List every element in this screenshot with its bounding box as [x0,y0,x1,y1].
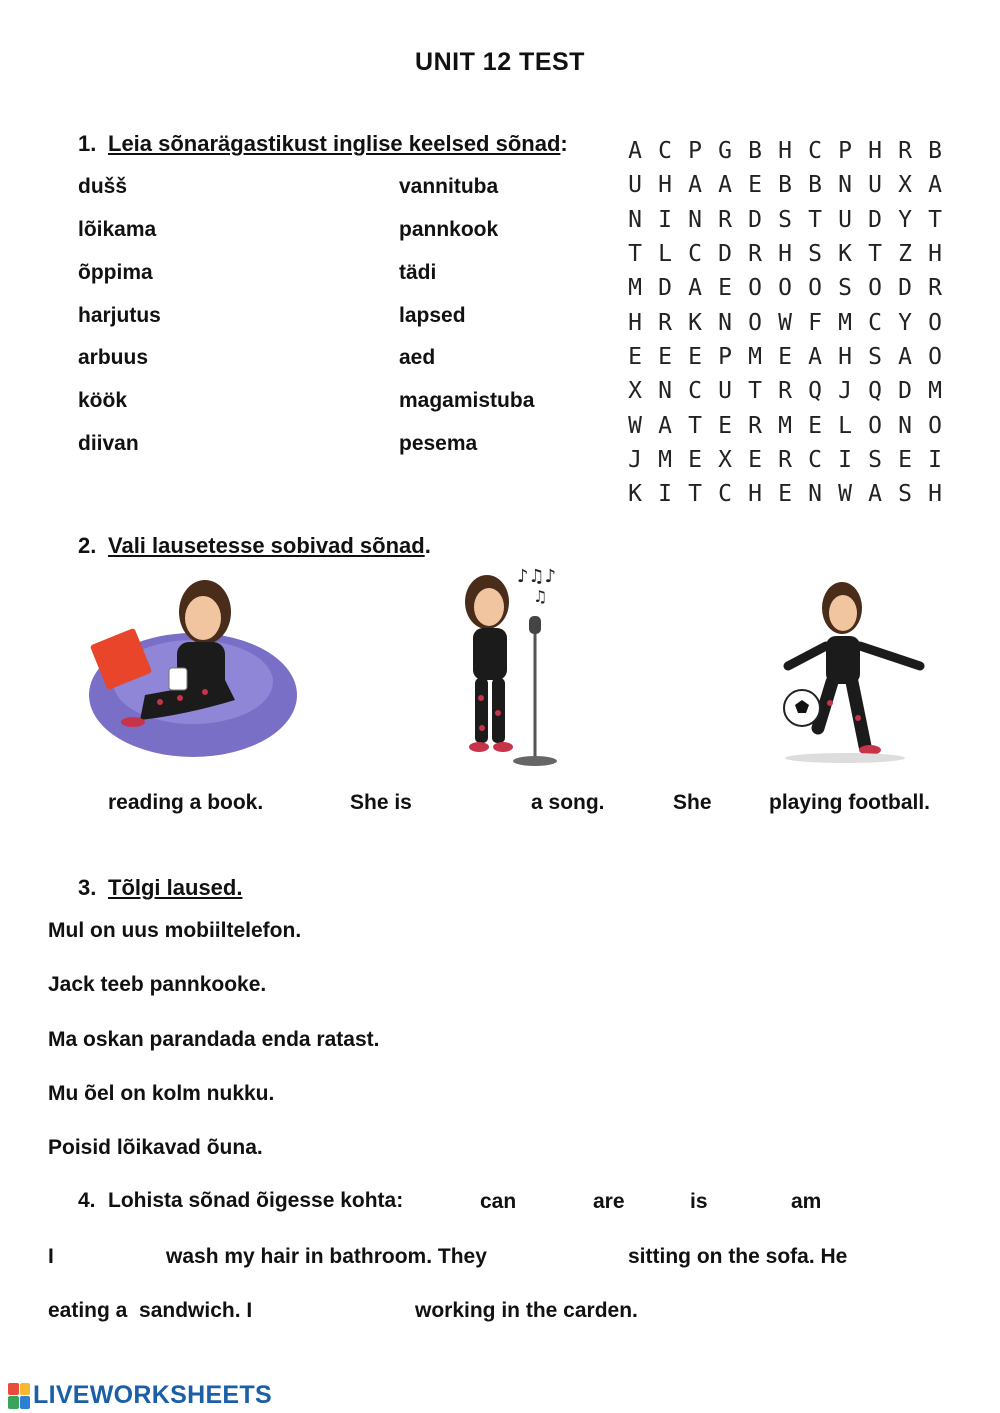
grid-letter[interactable]: X [628,378,642,405]
grid-letter[interactable]: R [658,309,672,336]
grid-letter[interactable]: H [928,241,942,268]
translate-sentence: Jack teeb pannkooke. [48,973,267,996]
grid-letter[interactable]: T [868,241,882,268]
section4-heading [78,1189,403,1213]
grid-letter[interactable]: A [658,412,672,439]
grid-letter[interactable]: E [748,172,762,199]
grid-letter[interactable]: X [898,172,912,199]
section1-heading [78,131,568,157]
grid-letter[interactable]: C [688,378,702,405]
grid-letter[interactable]: B [808,172,822,199]
grid-letter[interactable]: W [628,412,642,439]
translate-sentence: Mul on uus mobiiltelefon. [48,919,302,942]
grid-letter[interactable]: F [808,309,822,336]
grid-letter[interactable]: C [808,138,822,165]
svg-text:♫: ♫ [533,587,548,606]
section2-heading-text: Vali lausetesse sobivad sõnad [108,533,425,558]
right-word: pesema [399,432,478,455]
grid-letter[interactable]: K [838,241,852,268]
grid-letter[interactable]: H [748,481,762,508]
grid-letter[interactable]: A [928,172,942,199]
grid-letter[interactable]: O [748,309,762,336]
grid-letter[interactable]: T [688,412,702,439]
grid-letter[interactable]: Q [868,378,882,405]
grid-letter[interactable]: N [808,481,822,508]
left-word: arbuus [78,346,149,369]
grid-letter[interactable]: O [748,275,762,302]
grid-letter[interactable]: P [688,138,702,165]
grid-letter[interactable]: R [928,275,942,302]
section4-number: 4. [78,1189,96,1212]
grid-row [620,408,950,442]
grid-letter[interactable]: B [778,172,792,199]
reading-avatar-image [85,570,305,760]
grid-letter[interactable]: W [838,481,852,508]
section3-heading [78,875,242,901]
line1-drop-zone-3[interactable] [880,1242,960,1272]
left-word: lõikama [78,218,157,241]
grid-letter[interactable]: X [718,446,732,473]
grid-letter[interactable]: U [718,378,732,405]
grid-letter[interactable]: A [868,481,882,508]
grid-letter[interactable]: M [778,412,792,439]
sentence-3-start: She [673,791,712,814]
grid-row [620,374,950,408]
translate-input[interactable] [445,1025,945,1055]
grid-letter[interactable]: R [748,412,762,439]
sentence-2-start: She is [350,791,412,814]
grid-letter[interactable]: H [778,138,792,165]
right-word: tädi [399,261,437,284]
grid-letter[interactable]: E [658,343,672,370]
grid-letter[interactable]: A [688,275,702,302]
grid-letter[interactable]: N [838,172,852,199]
grid-letter[interactable]: E [898,446,912,473]
grid-letter[interactable]: D [868,206,882,233]
line1-drop-zone-1[interactable] [64,1242,159,1272]
grid-letter[interactable]: C [718,481,732,508]
sentence-1-drop-zone[interactable] [40,789,104,817]
sentence-3-end: playing football. [769,791,930,814]
sentence-2-drop-zone[interactable] [430,789,525,817]
grid-letter[interactable]: S [808,241,822,268]
grid-letter[interactable]: K [688,309,702,336]
grid-letter[interactable]: C [868,309,882,336]
grid-letter[interactable]: C [808,446,822,473]
grid-letter[interactable]: R [718,206,732,233]
grid-letter[interactable]: N [718,309,732,336]
grid-letter[interactable]: K [628,481,642,508]
grid-letter[interactable]: B [748,138,762,165]
sentence-2-end: a song. [531,791,605,814]
line1-drop-zone-2[interactable] [533,1242,623,1272]
left-word: diivan [78,432,139,455]
grid-letter[interactable]: E [718,275,732,302]
grid-letter[interactable]: A [808,343,822,370]
grid-letter[interactable]: O [928,343,942,370]
grid-letter[interactable]: S [868,343,882,370]
drag-word-am[interactable]: am [791,1190,822,1213]
sentence-3-drop-zone[interactable] [720,789,765,817]
grid-letter[interactable]: T [808,206,822,233]
grid-letter[interactable]: P [838,138,852,165]
grid-letter[interactable]: D [748,206,762,233]
grid-letter[interactable]: E [628,343,642,370]
translate-sentence: Poisid lõikavad õuna. [48,1136,263,1159]
section2-period: . [424,533,431,558]
section3-number: 3. [78,875,97,900]
drag-word-can[interactable]: can [480,1190,517,1213]
grid-letter[interactable]: L [838,412,852,439]
grid-letter[interactable]: O [868,275,882,302]
right-word: aed [399,346,436,369]
grid-letter[interactable]: U [838,206,852,233]
liveworksheets-logo-text: LIVEWORKSHEETS [33,1381,272,1409]
grid-letter[interactable]: E [778,481,792,508]
grid-letter[interactable]: Z [898,241,912,268]
grid-letter[interactable]: L [658,241,672,268]
section1-heading-text: Leia sõnarägastikust inglise keelsed sõnad [108,131,561,156]
grid-row [620,305,950,339]
right-word: lapsed [399,304,466,327]
grid-row [620,271,950,305]
grid-letter[interactable]: D [718,241,732,268]
grid-letter[interactable]: E [688,446,702,473]
grid-letter[interactable]: B [928,138,942,165]
left-word: dušš [78,175,128,198]
line1-part-a: I [48,1245,54,1268]
grid-letter[interactable]: H [928,481,942,508]
translate-sentence: Mu õel on kolm nukku. [48,1082,275,1105]
grid-letter[interactable]: N [628,206,642,233]
grid-letter[interactable]: M [658,446,672,473]
line2-drop-zone[interactable] [290,1296,408,1326]
right-word: magamistuba [399,389,535,412]
translate-sentence: Ma oskan parandada enda ratast. [48,1028,380,1051]
grid-letter[interactable]: S [838,275,852,302]
grid-letter[interactable]: Y [898,206,912,233]
grid-letter[interactable]: A [898,343,912,370]
grid-letter[interactable]: E [688,343,702,370]
grid-letter[interactable]: S [778,206,792,233]
grid-letter[interactable]: T [688,481,702,508]
grid-letter[interactable]: O [928,309,942,336]
line1-part-c: sitting on the sofa. He [628,1245,848,1268]
liveworksheets-logo-icon [8,1383,30,1409]
left-word: harjutus [78,304,161,327]
grid-letter[interactable]: W [778,309,792,336]
grid-letter[interactable]: O [928,412,942,439]
grid-row [620,134,950,168]
right-word: vannituba [399,175,499,198]
grid-letter[interactable]: M [748,343,762,370]
grid-letter[interactable]: O [868,412,882,439]
grid-letter[interactable]: Y [898,309,912,336]
grid-letter[interactable]: D [658,275,672,302]
grid-letter[interactable]: G [718,138,732,165]
grid-letter[interactable]: H [868,138,882,165]
grid-letter[interactable]: R [778,378,792,405]
translate-input[interactable] [305,1133,945,1163]
section3-heading-text: Tõlgi laused. [108,875,243,900]
grid-letter[interactable]: U [628,172,642,199]
grid-letter[interactable]: I [658,481,672,508]
grid-letter[interactable]: H [778,241,792,268]
grid-letter[interactable]: H [628,309,642,336]
right-word: pannkook [399,218,499,241]
grid-letter[interactable]: N [688,206,702,233]
grid-row [620,477,950,511]
word-search-grid[interactable] [620,134,950,511]
grid-letter[interactable]: J [838,378,852,405]
grid-letter[interactable]: I [838,446,852,473]
grid-letter[interactable]: A [718,172,732,199]
grid-letter[interactable]: I [658,206,672,233]
grid-letter[interactable]: M [928,378,942,405]
svg-text:♪♫♪: ♪♫♪ [517,566,557,587]
section2-heading [78,533,431,559]
grid-row [620,340,950,374]
grid-letter[interactable]: A [628,138,642,165]
section1-number: 1. [78,131,97,156]
grid-row [620,237,950,271]
grid-letter[interactable]: T [928,206,942,233]
grid-letter[interactable]: E [778,343,792,370]
section2-number: 2. [78,533,97,558]
left-word: õppima [78,261,153,284]
grid-letter[interactable]: J [628,446,642,473]
grid-letter[interactable]: C [658,138,672,165]
grid-letter[interactable]: E [748,446,762,473]
drag-word-is[interactable]: is [690,1190,708,1213]
page-title: UNIT 12 TEST [415,48,585,76]
left-word: köök [78,389,128,412]
grid-letter[interactable]: O [808,275,822,302]
grid-row [620,443,950,477]
grid-letter[interactable]: T [628,241,642,268]
football-avatar-image [770,578,940,768]
liveworksheets-logo [8,1381,272,1410]
grid-letter[interactable]: U [868,172,882,199]
grid-letter[interactable]: S [898,481,912,508]
singing-avatar-image [455,558,575,773]
grid-letter[interactable]: H [838,343,852,370]
grid-letter[interactable]: E [718,412,732,439]
line1-part-b: wash my hair in bathroom. They [166,1245,487,1268]
drag-word-are[interactable]: are [593,1190,625,1213]
section1-colon: : [560,131,568,156]
sentence-1: reading a book. [108,791,264,814]
grid-letter[interactable]: S [868,446,882,473]
line2-part-a: eating a sandwich. I [48,1299,253,1322]
grid-letter[interactable]: D [898,275,912,302]
grid-letter[interactable]: E [808,412,822,439]
grid-letter[interactable]: M [838,309,852,336]
grid-letter[interactable]: N [898,412,912,439]
translate-input[interactable] [315,970,945,1000]
grid-letter[interactable]: R [778,446,792,473]
grid-letter[interactable]: P [718,343,732,370]
grid-letter[interactable]: A [688,172,702,199]
section4-heading-text: Lohista sõnad õigesse kohta: [108,1189,404,1212]
grid-row [620,203,950,237]
grid-letter[interactable]: D [898,378,912,405]
translate-input[interactable] [345,916,945,946]
grid-letter[interactable]: I [928,446,942,473]
grid-letter[interactable]: T [748,378,762,405]
translate-input[interactable] [315,1079,945,1109]
grid-letter[interactable]: H [658,172,672,199]
grid-row [620,168,950,202]
grid-letter[interactable]: R [748,241,762,268]
grid-letter[interactable]: N [658,378,672,405]
line2-part-b: working in the carden. [415,1299,638,1322]
grid-letter[interactable]: R [898,138,912,165]
grid-letter[interactable]: M [628,275,642,302]
grid-letter[interactable]: C [688,241,702,268]
grid-letter[interactable]: O [778,275,792,302]
grid-letter[interactable]: Q [808,378,822,405]
